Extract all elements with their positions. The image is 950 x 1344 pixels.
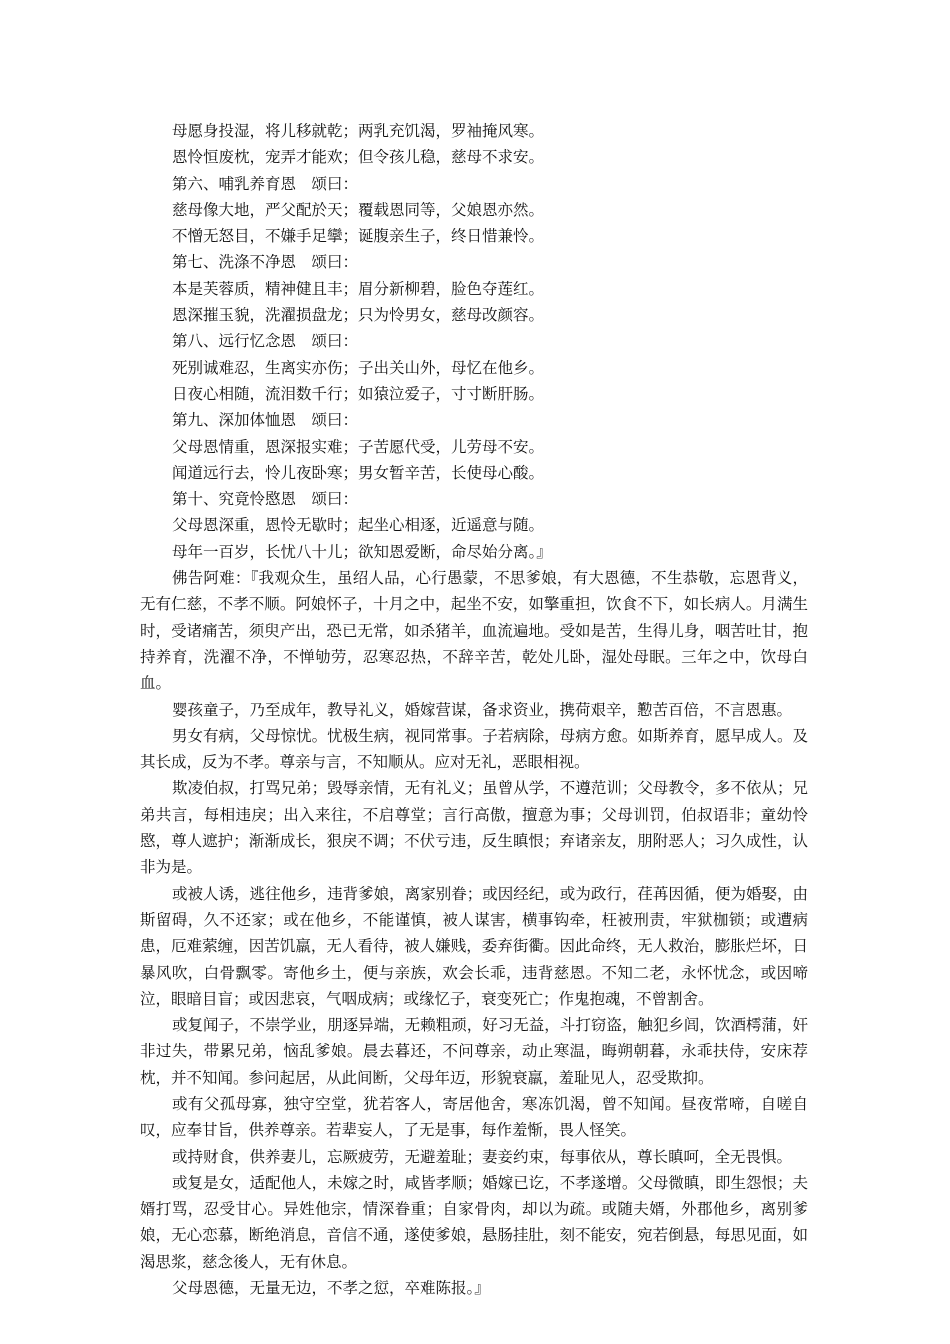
verse-line: 恩深摧玉貌，洗濯损盘龙；只为怜男女，慈母改颜容。 xyxy=(172,306,545,325)
verse-line: 父母恩深重，恩怜无歇时；起坐心相逐，近遥意与随。 xyxy=(172,516,545,535)
paragraph: 或复闻子，不崇学业，朋逐异端，无赖粗顽，好习无益，斗打窃盗，触犯乡闾，饮酒樗蒲，奸非过失，带累兄弟，恼乱爹娘。晨去暮还，不问尊亲，动止寒温，晦朔朝暮，永乖扶侍，安床荐枕，并不知闻。参问起居，从此间断，父母年迈，形貌衰羸，羞耻见人，忍受欺抑。 xyxy=(140,1016,808,1087)
verse-line: 母年一百岁，长忧八十儿；欲知恩爱断，命尽始分离。』 xyxy=(172,542,552,561)
verse-heading: 第十、究竟怜愍恩 颂曰： xyxy=(172,490,359,509)
verse-line: 慈母像大地，严父配於天；覆载恩同等，父娘恩亦然。 xyxy=(172,200,545,219)
verse-line: 日夜心相随，流泪数千行；如猿泣爱子，寸寸断肝肠。 xyxy=(172,384,545,403)
paragraph: 或被人诱，逃往他乡，违背爹娘，离家别眷；或因经纪，或为政行，荏苒因循，便为婚娶，由斯留碍，久不还家；或在他乡，不能谨慎，被人谋害，横事钩牵，枉被刑责，牢狱枷锁；或遭病患，厄难萦缠，因苦饥羸，无人看待，被人嫌贱，委弃街衢。因此命终，无人救治，膨胀烂坏，日暴风吹，白骨飘零。寄他乡土，便与亲族，欢会长乖，违背慈恩。不知二老，永怀忧念，或因啼泣，眼暗目盲；或因悲哀，气咽成病；或缘忆子，衰变死亡；作鬼抱魂，不曾割舍。 xyxy=(140,884,808,1008)
document-body xyxy=(140,118,808,1301)
prose-section xyxy=(140,565,808,1301)
verse-heading: 第八、远行忆念恩 颂曰： xyxy=(172,332,359,351)
verse-line: 恩怜恒废枕，宠弄才能欢；但令孩儿稳，慈母不求安。 xyxy=(172,148,545,167)
paragraph: 或复是女，适配他人，未嫁之时，咸皆孝顺；婚嫁已讫，不孝遂增。父母微瞋，即生怨恨；夫婿打骂，忍受甘心。异姓他宗，情深眷重；自家骨肉，却以为疏。或随夫婿，外郡他乡，离别爹娘，无心恋慕，断绝消息，音信不通，遂使爹娘，悬肠挂肚，刻不能安，宛若倒悬，每思见面，如渴思浆，慈念後人，无有休息。 xyxy=(140,1173,808,1271)
verse-line: 本是芙蓉质，精神健且丰；眉分新柳碧，脸色夺莲红。 xyxy=(172,279,545,298)
verse-heading: 第七、洗涤不净恩 颂曰： xyxy=(172,253,359,272)
verse-line: 父母恩情重，恩深报实难；子苦愿代受，儿劳母不安。 xyxy=(172,437,545,456)
verse-heading: 第九、深加体恤恩 颂曰： xyxy=(172,411,359,430)
paragraph: 婴孩童子，乃至成年，教导礼义，婚嫁营谋，备求资业，携荷艰辛，懃苦百倍，不言恩惠。 xyxy=(172,700,793,719)
paragraph: 父母恩德，无量无边，不孝之愆，卒难陈报。』 xyxy=(172,1279,490,1298)
verse-heading: 第六、哺乳养育恩 颂曰： xyxy=(172,174,359,193)
paragraph: 或有父孤母寡，独守空堂，犹若客人，寄居他舍，寒冻饥渴，曾不知闻。昼夜常啼，自嗟自叹，应奉甘旨，供养尊亲。若辈妄人，了无是事，每作羞惭，畏人怪笑。 xyxy=(140,1094,808,1140)
verse-line: 闻道远行去，怜儿夜卧寒；男女暂辛苦，长使母心酸。 xyxy=(172,463,545,482)
verse-line: 不憎无怒目，不嫌手足攣；诞腹亲生子，终日惜兼怜。 xyxy=(172,227,545,246)
paragraph: 欺凌伯叔，打骂兄弟；毁辱亲情，无有礼义；虽曾从学，不遵范训；父母教令，多不依从；兄弟共言，每相违戾；出入来往，不启尊堂；言行高傲，擅意为事；父母训罚，伯叔语非；童幼怜愍，尊人遮护；渐渐成长，狠戾不调；不伏亏违，反生瞋恨；弃诸亲友，朋附恶人；习久成性，认非为是。 xyxy=(140,779,808,877)
paragraph: 佛告阿难：『我观众生，虽绍人品，心行愚蒙，不思爹娘，有大恩德，不生恭敬，忘恩背义，无有仁慈，不孝不顺。阿娘怀子，十月之中，起坐不安，如擎重担，饮食不下，如长病人。月满生时，受诸痛苦，须臾产出，恐已无常，如杀猪羊，血流遍地。受如是苦，生得儿身，咽苦吐甘，抱持养育，洗濯不净，不惮劬劳，忍寒忍热，不辞辛苦，乾处儿卧，湿处母眠。三年之中，饮母白血。 xyxy=(140,569,808,693)
paragraph: 或持财食，供养妻儿，忘厥疲劳，无避羞耻；妻妾约束，每事依从，尊长瞋呵，全无畏惧。 xyxy=(172,1147,793,1166)
verse-line: 母愿身投湿，将儿移就乾；两乳充饥渴，罗袖掩风寒。 xyxy=(172,122,545,140)
paragraph: 男女有病，父母惊忧。忧极生病，视同常事。子若病除，母病方愈。如斯养育，愿早成人。及其长成，反为不孝。尊亲与言，不知顺从。应对无礼，恶眼相视。 xyxy=(140,726,808,772)
verse-section xyxy=(140,118,808,565)
verse-line: 死别诚难忍，生离实亦伤；子出关山外，母忆在他乡。 xyxy=(172,358,545,377)
